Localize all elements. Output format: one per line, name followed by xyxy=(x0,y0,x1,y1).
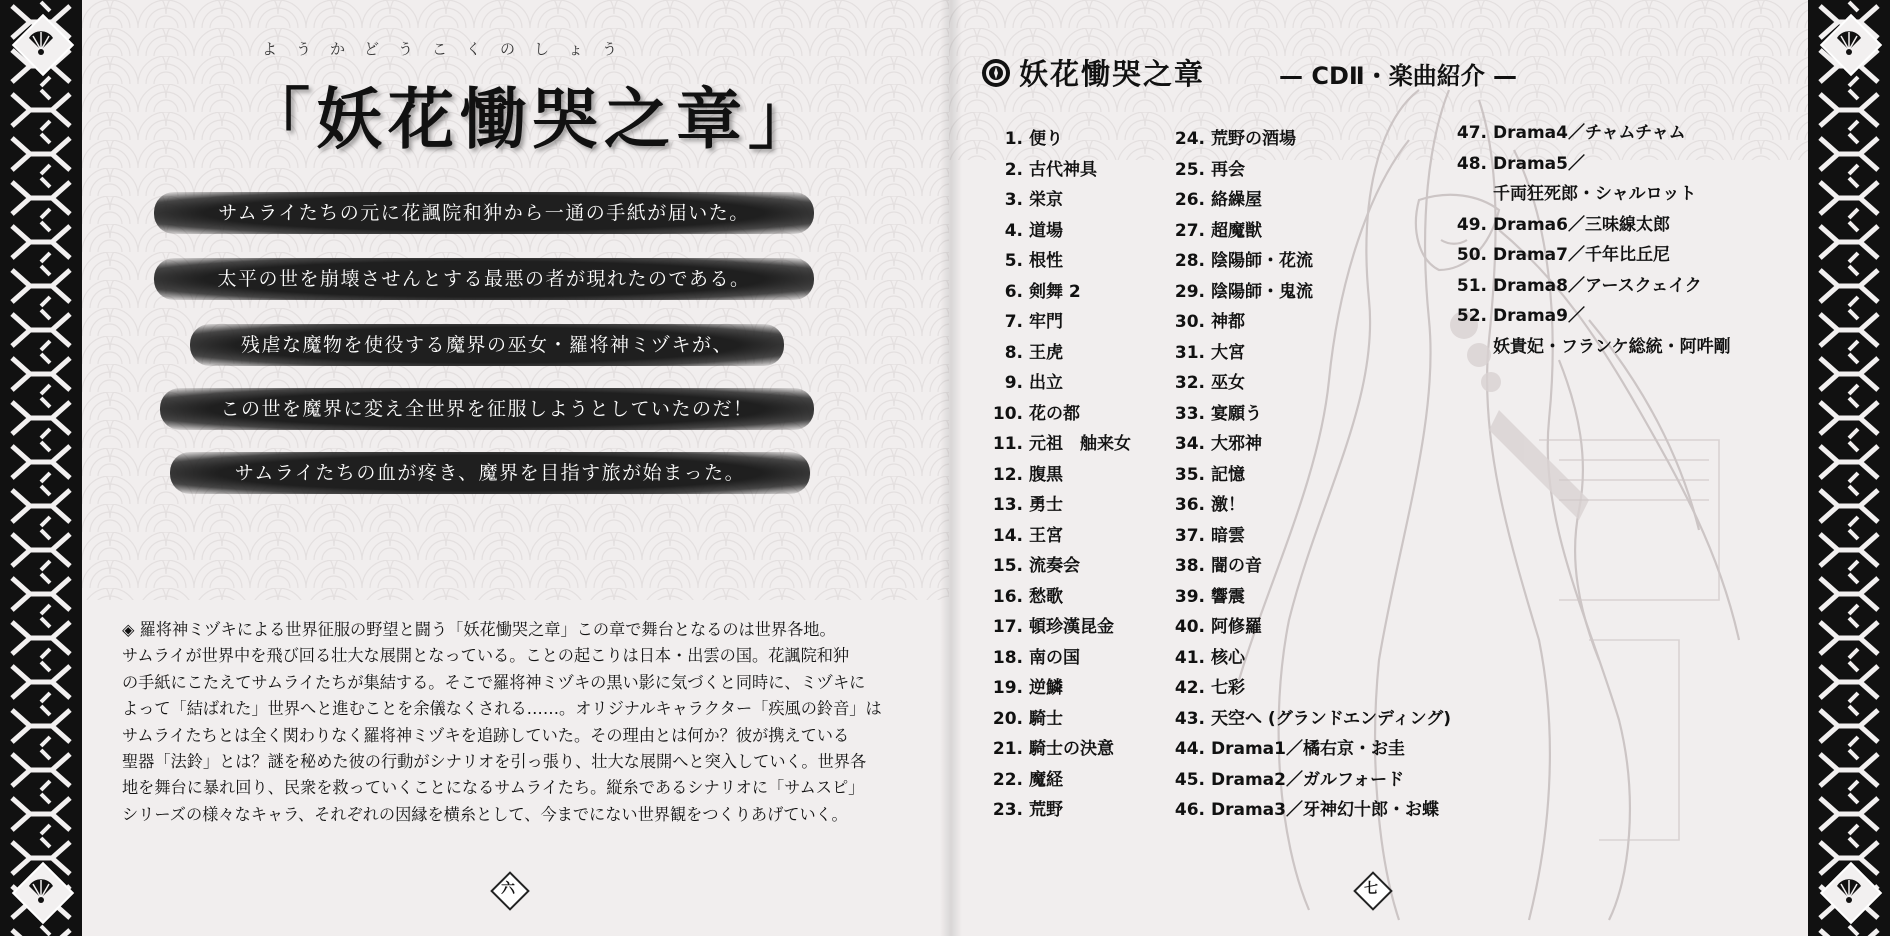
track-number: 43. xyxy=(1174,708,1205,729)
track-number: 4. xyxy=(1004,220,1023,241)
crest-bullet-icon: ◈ xyxy=(122,620,135,639)
track-item xyxy=(1167,582,1451,613)
track-item xyxy=(985,673,1131,704)
track-title: 魔経 xyxy=(1029,769,1063,790)
track-title: Drama7／千年比丘尼 xyxy=(1493,245,1670,265)
track-item xyxy=(985,490,1131,521)
page-number-badge xyxy=(1354,872,1388,906)
track-number: 39. xyxy=(1174,586,1205,607)
cd-chapter-title: 妖花慟哭之章 xyxy=(1019,57,1206,91)
fan-crest-icon xyxy=(1822,16,1876,70)
track-number: 7. xyxy=(1004,312,1023,332)
track-number: 12. xyxy=(992,464,1023,485)
track-number: 29. xyxy=(1174,281,1205,302)
track-number: 45. xyxy=(1174,769,1205,790)
track-number: 47. xyxy=(1456,123,1487,143)
track-item xyxy=(1167,490,1451,521)
story-banner: サムライたちの血が疼き、魔界を目指す旅が始まった。 xyxy=(170,452,810,494)
track-title: 核心 xyxy=(1211,647,1245,668)
track-number: 10. xyxy=(992,403,1023,424)
track-title: 響震 xyxy=(1211,586,1245,607)
track-title: 元祖 舳来女 xyxy=(1029,434,1131,454)
track-number: 20. xyxy=(992,708,1023,729)
track-item xyxy=(985,704,1131,735)
track-item xyxy=(985,643,1131,674)
description-line: の手紙にこたえてサムライたちが集結する。そこで羅将神ミヅキの黒い影に気づくと同時に、ミヅキに xyxy=(122,672,866,692)
track-number: 49. xyxy=(1456,214,1487,235)
track-number: 22. xyxy=(992,769,1023,790)
track-title: 南の国 xyxy=(1029,647,1080,668)
track-title: 荒野 xyxy=(1029,800,1063,820)
track-title: 頓珍漢昆金 xyxy=(1029,617,1114,637)
track-title: 妖貴妃・フランケ総統・阿吽剛 xyxy=(1493,336,1731,357)
track-title: Drama8／アースクェイク xyxy=(1493,275,1702,296)
track-title: 流奏会 xyxy=(1029,556,1080,576)
track-title: Drama2／ガルフォード xyxy=(1211,769,1405,790)
track-item xyxy=(985,246,1131,277)
track-list-column-3 xyxy=(1449,118,1731,362)
track-number: 24. xyxy=(1174,129,1205,149)
track-item xyxy=(1449,271,1731,302)
track-number: 2. xyxy=(1004,159,1023,180)
track-title: 古代神具 xyxy=(1029,159,1097,180)
page-number: 七 xyxy=(1364,881,1378,897)
track-number: 1. xyxy=(1004,129,1023,149)
clan-crest-icon xyxy=(981,58,1011,88)
track-title: 花の都 xyxy=(1029,403,1080,424)
track-title: 逆鱗 xyxy=(1029,678,1063,698)
track-number: 11. xyxy=(992,434,1023,454)
right-ornamental-border xyxy=(1808,0,1890,936)
track-title: 便り xyxy=(1029,129,1063,149)
track-item xyxy=(1449,240,1731,271)
track-item xyxy=(1167,399,1451,430)
track-item xyxy=(1449,301,1731,332)
track-title: Drama5／ xyxy=(1493,153,1585,174)
track-number: 8. xyxy=(1004,342,1023,363)
track-title: 巫女 xyxy=(1211,373,1245,393)
chapter-description xyxy=(122,617,922,828)
track-number: 35. xyxy=(1174,464,1205,485)
track-number: 14. xyxy=(992,525,1023,546)
track-item xyxy=(1167,185,1451,216)
track-item xyxy=(1167,429,1451,460)
track-item xyxy=(985,612,1131,643)
track-title: Drama6／三味線太郎 xyxy=(1493,214,1670,235)
track-number: 26. xyxy=(1174,190,1205,210)
track-item xyxy=(985,582,1131,613)
track-item xyxy=(985,185,1131,216)
track-item xyxy=(1167,673,1451,704)
track-item xyxy=(985,155,1131,186)
track-item xyxy=(985,734,1131,765)
track-title: 七彩 xyxy=(1211,678,1245,698)
track-title: 勇士 xyxy=(1029,495,1063,515)
track-item xyxy=(985,399,1131,430)
description-line: よって「結ばれた」世界へと進むことを余儀なくされる……。オリジナルキャラクター「疾風の鈴音」は xyxy=(122,699,882,719)
track-title: 陰陽師・鬼流 xyxy=(1211,281,1313,302)
track-title: 道場 xyxy=(1029,220,1063,241)
track-title: 荒野の酒場 xyxy=(1211,129,1296,149)
track-number: 25. xyxy=(1174,159,1205,180)
track-item xyxy=(1167,155,1451,186)
track-number: 15. xyxy=(992,556,1023,576)
track-title: 王宮 xyxy=(1029,525,1063,546)
track-list-column-2 xyxy=(1167,124,1451,826)
track-title: 牢門 xyxy=(1029,312,1063,332)
story-banner: 残虐な魔物を使役する魔界の巫女・羅将神ミヅキが、 xyxy=(190,324,784,366)
track-number: 19. xyxy=(992,678,1023,698)
track-item xyxy=(1167,246,1451,277)
track-item xyxy=(985,795,1131,826)
track-title: Drama3／牙神幻十郎・お蝶 xyxy=(1211,800,1439,820)
track-number: 21. xyxy=(992,739,1023,759)
track-item xyxy=(1449,332,1731,363)
track-item xyxy=(985,429,1131,460)
track-item xyxy=(985,277,1131,308)
description-line: ◈ 羅将神ミヅキによる世界征服の野望と闘う「妖花慟哭之章」この章で舞台となるのは世界各地。 xyxy=(122,620,836,639)
track-title: 闇の音 xyxy=(1211,556,1262,576)
track-title: 根性 xyxy=(1029,251,1063,271)
cd-subtitle: — CDⅡ・楽曲紹介 — xyxy=(1279,62,1518,90)
track-number: 42. xyxy=(1174,678,1205,698)
track-title: 愁歌 xyxy=(1029,586,1063,607)
track-item xyxy=(1167,307,1451,338)
track-number: 50. xyxy=(1456,245,1487,265)
track-number: 31. xyxy=(1174,342,1205,363)
page-number: 六 xyxy=(501,881,515,897)
track-item xyxy=(1449,210,1731,241)
track-title: 大邪神 xyxy=(1211,434,1262,454)
track-item xyxy=(1167,521,1451,552)
track-item xyxy=(1167,216,1451,247)
track-title: 激！ xyxy=(1211,495,1245,515)
track-number: 37. xyxy=(1174,525,1205,546)
track-title: 再会 xyxy=(1211,159,1245,180)
track-title: 記憶 xyxy=(1211,464,1245,485)
track-title: 腹黒 xyxy=(1029,464,1063,485)
track-number: 48. xyxy=(1456,153,1487,174)
lattice-pattern-icon xyxy=(1808,0,1890,936)
track-title: 超魔獣 xyxy=(1211,220,1262,241)
description-line: シリーズの様々なキャラ、それぞれの因縁を横糸として、今までにない世界観をつくりあげていく。 xyxy=(122,804,848,824)
track-item xyxy=(1167,765,1451,796)
track-number: 32. xyxy=(1174,373,1205,393)
track-item xyxy=(1167,704,1451,735)
track-item xyxy=(1449,149,1731,180)
track-item xyxy=(1449,179,1731,210)
track-item xyxy=(1167,124,1451,155)
fan-crest-icon xyxy=(1822,864,1876,918)
track-title: 陰陽師・花流 xyxy=(1211,251,1313,271)
track-number: 13. xyxy=(992,495,1023,515)
track-number: 16. xyxy=(992,586,1023,607)
track-number: 46. xyxy=(1174,800,1205,820)
left-ornamental-border xyxy=(0,0,82,936)
track-number: 17. xyxy=(992,617,1023,637)
track-number: 38. xyxy=(1174,556,1205,576)
description-line: 地を舞台に暴れ回り、民衆を救っていくことになるサムライたち。縦糸であるシナリオに「サムスピ」 xyxy=(122,778,865,798)
track-number: 3. xyxy=(1004,190,1023,210)
track-item xyxy=(985,307,1131,338)
track-item xyxy=(1449,118,1731,149)
description-line: 聖器「法鈴」とは？謎を秘めた彼の行動がシナリオを引っ張り、壮大な展開へと突入していく。世界各 xyxy=(122,752,867,772)
title-furigana: ようかどうこくのしょう xyxy=(262,40,637,58)
track-number: 5. xyxy=(1004,251,1023,271)
story-banner: この世を魔界に変え全世界を征服しようとしていたのだ！ xyxy=(160,388,814,430)
track-number: 36. xyxy=(1174,495,1205,515)
track-item xyxy=(985,216,1131,247)
description-line: サムライたちとは全く関わりなく羅将神ミヅキを追跡していた。その理由とは何か？彼が携えている xyxy=(122,725,850,745)
track-title: Drama4／チャムチャム xyxy=(1493,123,1686,143)
track-number: 6. xyxy=(1004,281,1023,302)
page-number-badge xyxy=(491,872,525,906)
track-item xyxy=(1167,277,1451,308)
track-number: 9. xyxy=(1004,373,1023,393)
track-item xyxy=(985,551,1131,582)
track-number: 40. xyxy=(1174,617,1205,637)
track-title: 栄京 xyxy=(1029,190,1063,210)
track-item xyxy=(1167,460,1451,491)
page-gutter xyxy=(940,0,962,936)
track-item xyxy=(1167,338,1451,369)
track-item xyxy=(985,368,1131,399)
track-number: 52. xyxy=(1456,306,1487,326)
story-banner: サムライたちの元に花諷院和狆から一通の手紙が届いた。 xyxy=(154,192,814,234)
track-title: 剣舞 2 xyxy=(1029,281,1081,302)
track-item xyxy=(1167,734,1451,765)
track-title: 王虎 xyxy=(1029,342,1063,363)
track-number: 44. xyxy=(1174,739,1205,759)
track-number: 28. xyxy=(1174,251,1205,271)
track-item xyxy=(985,521,1131,552)
track-title: 暗雲 xyxy=(1211,525,1245,546)
track-title: 宴願う xyxy=(1211,403,1262,424)
track-number: 30. xyxy=(1174,312,1205,332)
track-number: 34. xyxy=(1174,434,1205,454)
track-title: 阿修羅 xyxy=(1211,617,1262,637)
left-page xyxy=(82,0,949,936)
track-item xyxy=(1167,643,1451,674)
track-list-column-1 xyxy=(985,124,1131,826)
track-title: 天空へ (グランドエンディング) xyxy=(1211,708,1452,729)
right-page xyxy=(949,0,1808,936)
track-item xyxy=(985,338,1131,369)
track-title: 神都 xyxy=(1211,312,1245,332)
track-title: 千両狂死郎・シャルロット xyxy=(1493,184,1697,204)
track-title: Drama9／ xyxy=(1493,306,1585,326)
track-item xyxy=(985,765,1131,796)
story-banner: 太平の世を崩壊させんとする最悪の者が現れたのである。 xyxy=(154,258,814,300)
description-line: サムライが世界中を飛び回る壮大な展開となっている。ことの起こりは日本・出雲の国。花諷院和狆 xyxy=(122,646,850,666)
chapter-title: 「妖花慟哭之章」 xyxy=(244,80,820,158)
fan-crest-icon xyxy=(14,864,68,918)
track-item xyxy=(985,124,1131,155)
track-item xyxy=(1167,368,1451,399)
track-item xyxy=(985,460,1131,491)
track-title: 大宮 xyxy=(1211,342,1245,363)
track-item xyxy=(1167,795,1451,826)
track-number: 41. xyxy=(1174,647,1205,668)
track-number: 51. xyxy=(1456,275,1487,296)
track-title: Drama1／橘右京・お圭 xyxy=(1211,739,1405,759)
fan-crest-icon xyxy=(14,16,68,70)
track-number: 27. xyxy=(1174,220,1205,241)
track-title: 騎士 xyxy=(1029,708,1063,729)
track-number: 18. xyxy=(992,647,1023,668)
track-item xyxy=(1167,551,1451,582)
lattice-pattern-icon xyxy=(0,0,82,936)
track-title: 絡繰屋 xyxy=(1211,190,1262,210)
track-item xyxy=(1167,612,1451,643)
track-title: 騎士の決意 xyxy=(1029,739,1114,759)
track-title: 出立 xyxy=(1029,373,1063,393)
track-number: 33. xyxy=(1174,403,1205,424)
track-number: 23. xyxy=(992,800,1023,820)
